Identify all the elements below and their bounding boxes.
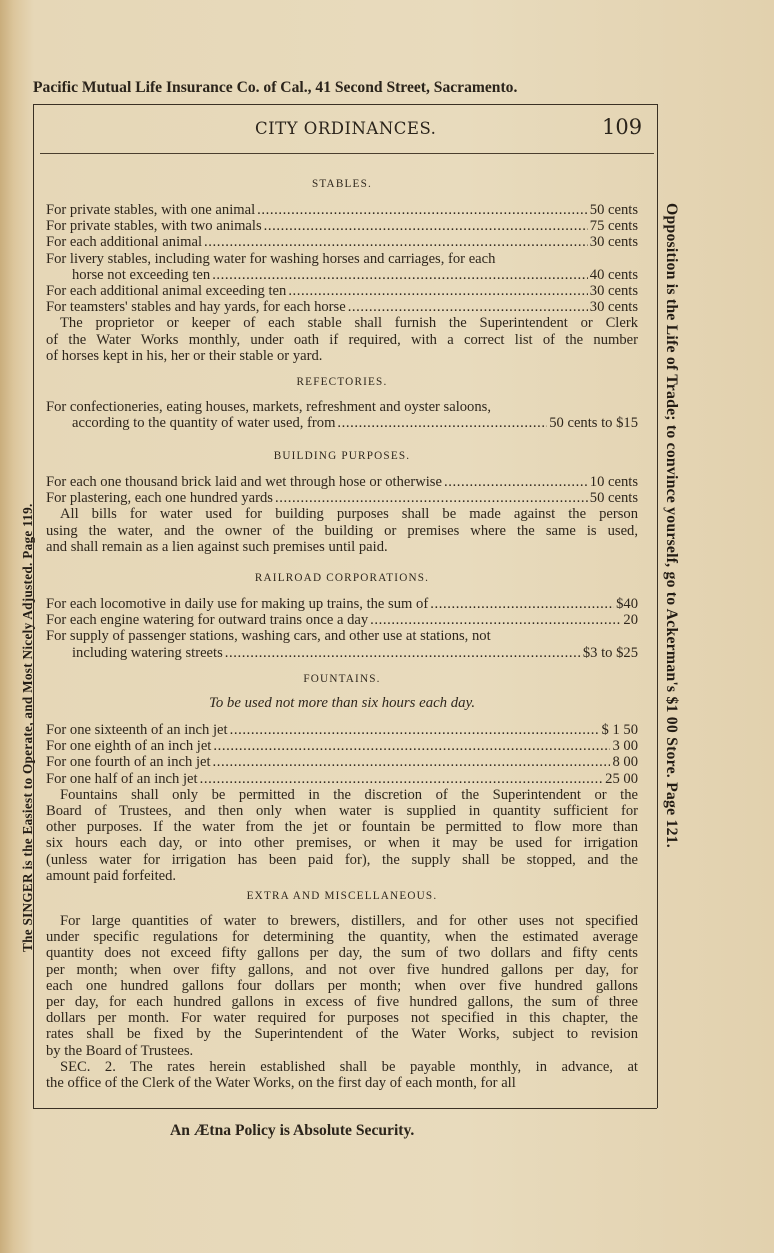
leader-dots bbox=[430, 596, 614, 612]
paragraph bbox=[46, 913, 638, 1091]
section-heading-extra: EXTRA AND MISCELLANEOUS. bbox=[246, 890, 438, 902]
header-rule bbox=[40, 153, 654, 154]
paragraph-line: dollars per month. For water required for purposes not specified in this chapter, the bbox=[46, 1010, 638, 1027]
rate-value: 75 cents bbox=[589, 218, 638, 235]
paragraph-line: Fountains shall only be permitted in the discretion of the Superintendent or the bbox=[60, 786, 638, 803]
paragraph-line: All bills for water used for building purposes shall be made against the person bbox=[60, 506, 638, 523]
rate-label: including watering streets bbox=[72, 644, 223, 661]
rate-line bbox=[46, 283, 638, 299]
section-building bbox=[46, 474, 638, 555]
rate-value: 40 cents bbox=[589, 266, 638, 283]
paragraph-line: using the water, and the owner of the building or premises where the same is used, bbox=[46, 522, 638, 539]
frame-top-rule bbox=[33, 104, 657, 105]
paragraph-line: of horses kept in his, her or their stable or yard. bbox=[46, 347, 323, 364]
rate-line bbox=[46, 234, 638, 250]
rate-label: For each locomotive in daily use for making up trains, the sum of bbox=[46, 596, 429, 612]
paragraph-line: (unless water for irrigation has been paid for), the supply shall be stopped, and the bbox=[46, 851, 638, 868]
paragraph-line: under specific regulations for determining the quantity, when the estimated average bbox=[46, 929, 638, 946]
rate-value: 30 cents bbox=[589, 299, 638, 316]
paragraph-line: the office of the Clerk of the Water Works, on the first day of each month, for all bbox=[46, 1075, 516, 1092]
rate-line bbox=[46, 771, 638, 787]
leader-dots bbox=[337, 415, 547, 431]
rate-label: For private stables, with two animals bbox=[46, 218, 262, 235]
rate-value: 10 cents bbox=[589, 474, 638, 490]
rate-value: $3 to $25 bbox=[582, 644, 638, 661]
text-line: For supply of passenger stations, washing cars, and other use at stations, not bbox=[46, 628, 491, 645]
paragraph-line: Board of Trustees, and then only when water is supplied in quantity sufficient for bbox=[46, 803, 638, 820]
rate-line bbox=[46, 474, 638, 490]
leader-dots bbox=[264, 218, 588, 234]
text-line: For livery stables, including water for washing horses and carriages, for each bbox=[46, 250, 496, 267]
section-subheading-fountains: To be used not more than six hours each day. bbox=[208, 695, 476, 711]
paragraph bbox=[46, 787, 638, 884]
paragraph-line: amount paid forfeited. bbox=[46, 867, 177, 884]
rate-value: 8 00 bbox=[612, 754, 638, 771]
leader-dots bbox=[200, 771, 604, 787]
section-heading-refectories: REFECTORIES. bbox=[296, 376, 388, 388]
frame-right-rule bbox=[657, 104, 658, 1108]
paragraph-line: quantity does not exceed fifty gallons per day, the sum of two dollars and fifty cents bbox=[46, 945, 638, 962]
left-margin-advertisement: The SINGER is the Easiest to Operate, and Most Nicely Adjusted. Page 119. bbox=[20, 503, 35, 952]
rate-label: For each additional animal exceeding ten bbox=[46, 283, 287, 300]
rate-value: $40 bbox=[616, 596, 638, 612]
paragraph-line: per month; when over fifty gallons, and not over five hundred gallons per day, for bbox=[46, 961, 638, 978]
rate-line bbox=[46, 490, 638, 506]
rate-value: 20 bbox=[623, 612, 638, 629]
section-heading-stables: STABLES. bbox=[312, 178, 372, 190]
leader-dots bbox=[212, 267, 588, 283]
right-margin-advertisement: Opposition is the Life of Trade; to convince yourself, go to Ackerman's $1 00 Store. Page 121. bbox=[663, 203, 680, 848]
leader-dots bbox=[288, 283, 587, 299]
leader-dots bbox=[348, 299, 588, 315]
rate-line bbox=[46, 738, 638, 754]
running-head: CITY ORDINANCES. bbox=[255, 119, 437, 138]
page-number: 109 bbox=[602, 115, 643, 139]
leader-dots bbox=[230, 722, 600, 738]
rate-line bbox=[46, 754, 638, 770]
rate-label: For each one thousand brick laid and wet through hose or otherwise bbox=[46, 474, 442, 490]
leader-dots bbox=[204, 234, 588, 250]
paragraph-line: SEC. 2. The rates herein established shall be payable monthly, in advance, at bbox=[60, 1058, 638, 1075]
frame-left-rule bbox=[33, 104, 34, 1108]
section-heading-fountains: FOUNTAINS. bbox=[303, 673, 381, 685]
paragraph-line: and shall remain as a lien against such premises until paid. bbox=[46, 538, 388, 555]
rate-line bbox=[46, 415, 638, 431]
leader-dots bbox=[275, 490, 588, 506]
rate-line bbox=[46, 722, 638, 738]
rate-label: For one half of an inch jet bbox=[46, 770, 198, 787]
rate-value: 50 cents to $15 bbox=[549, 415, 638, 432]
paragraph-line: six hours each day, or into other premises, or when it may be used for irrigation bbox=[46, 835, 638, 852]
leader-dots bbox=[213, 738, 610, 754]
rate-value: 50 cents bbox=[589, 490, 638, 507]
rate-line bbox=[46, 596, 638, 612]
rate-label: For one fourth of an inch jet bbox=[46, 754, 211, 771]
rate-value: 30 cents bbox=[589, 283, 638, 300]
section-stables bbox=[46, 202, 638, 364]
text-line: For confectioneries, eating houses, markets, refreshment and oyster saloons, bbox=[46, 399, 491, 415]
section-extra bbox=[46, 913, 638, 1091]
rate-line bbox=[46, 299, 638, 315]
paragraph-line: by the Board of Trustees. bbox=[46, 1042, 194, 1059]
paragraph bbox=[46, 506, 638, 555]
rate-value: 50 cents bbox=[589, 202, 638, 218]
paragraph-line: rates shall be fixed by the Superintendent of the Water Works, subject to revision bbox=[46, 1026, 638, 1043]
paragraph-line: other purposes. If the water from the jet or fountain be permitted to flow more than bbox=[46, 819, 638, 836]
section-refectories bbox=[46, 399, 638, 431]
rate-label: For teamsters' stables and hay yards, for each horse bbox=[46, 299, 346, 316]
rate-line bbox=[46, 218, 638, 234]
rate-value: 3 00 bbox=[612, 738, 638, 755]
rate-label: horse not exceeding ten bbox=[72, 266, 211, 283]
frame-bottom-rule bbox=[33, 1108, 657, 1109]
paragraph-line: of the Water Works monthly, under oath if required, with a correct list of the number bbox=[46, 331, 638, 348]
paragraph bbox=[46, 315, 638, 364]
rate-line bbox=[46, 645, 638, 661]
leader-dots bbox=[370, 612, 621, 628]
rate-line bbox=[46, 612, 638, 628]
rate-label: For one sixteenth of an inch jet bbox=[46, 722, 228, 738]
leader-dots bbox=[444, 474, 588, 490]
rate-line bbox=[46, 267, 638, 283]
paragraph-line: each one hundred gallons four dollars per month; when over five hundred gallons bbox=[46, 977, 638, 994]
top-advertisement: Pacific Mutual Life Insurance Co. of Cal., 41 Second Street, Sacramento. bbox=[33, 79, 518, 96]
rate-label: For one eighth of an inch jet bbox=[46, 738, 212, 755]
paragraph-line: per day, for each hundred gallons in excess of five hundred gallons, the sum of three bbox=[46, 994, 638, 1011]
rate-label: For each engine watering for outward trains once a day bbox=[46, 612, 369, 629]
paragraph-line: For large quantities of water to brewers, distillers, and for other uses not specified bbox=[60, 913, 638, 929]
paragraph-line: The proprietor or keeper of each stable shall furnish the Superintendent or Clerk bbox=[60, 315, 638, 332]
leader-dots bbox=[213, 754, 611, 770]
rate-value: $ 1 50 bbox=[601, 722, 638, 738]
rate-label: according to the quantity of water used, from bbox=[72, 415, 336, 432]
section-railroad bbox=[46, 596, 638, 661]
rate-label: For private stables, with one animal bbox=[46, 202, 256, 218]
section-heading-railroad: RAILROAD CORPORATIONS. bbox=[254, 572, 430, 584]
rate-label: For each additional animal bbox=[46, 234, 203, 251]
leader-dots bbox=[225, 645, 581, 661]
rate-line bbox=[46, 202, 638, 218]
leader-dots bbox=[257, 202, 588, 218]
rate-value: 30 cents bbox=[589, 234, 638, 251]
bottom-advertisement: An Ætna Policy is Absolute Security. bbox=[170, 1122, 415, 1139]
rate-label: For plastering, each one hundred yards bbox=[46, 490, 273, 507]
section-heading-building: BUILDING PURPOSES. bbox=[273, 450, 411, 462]
section-fountains bbox=[46, 722, 638, 884]
rate-value: 25 00 bbox=[605, 770, 638, 787]
